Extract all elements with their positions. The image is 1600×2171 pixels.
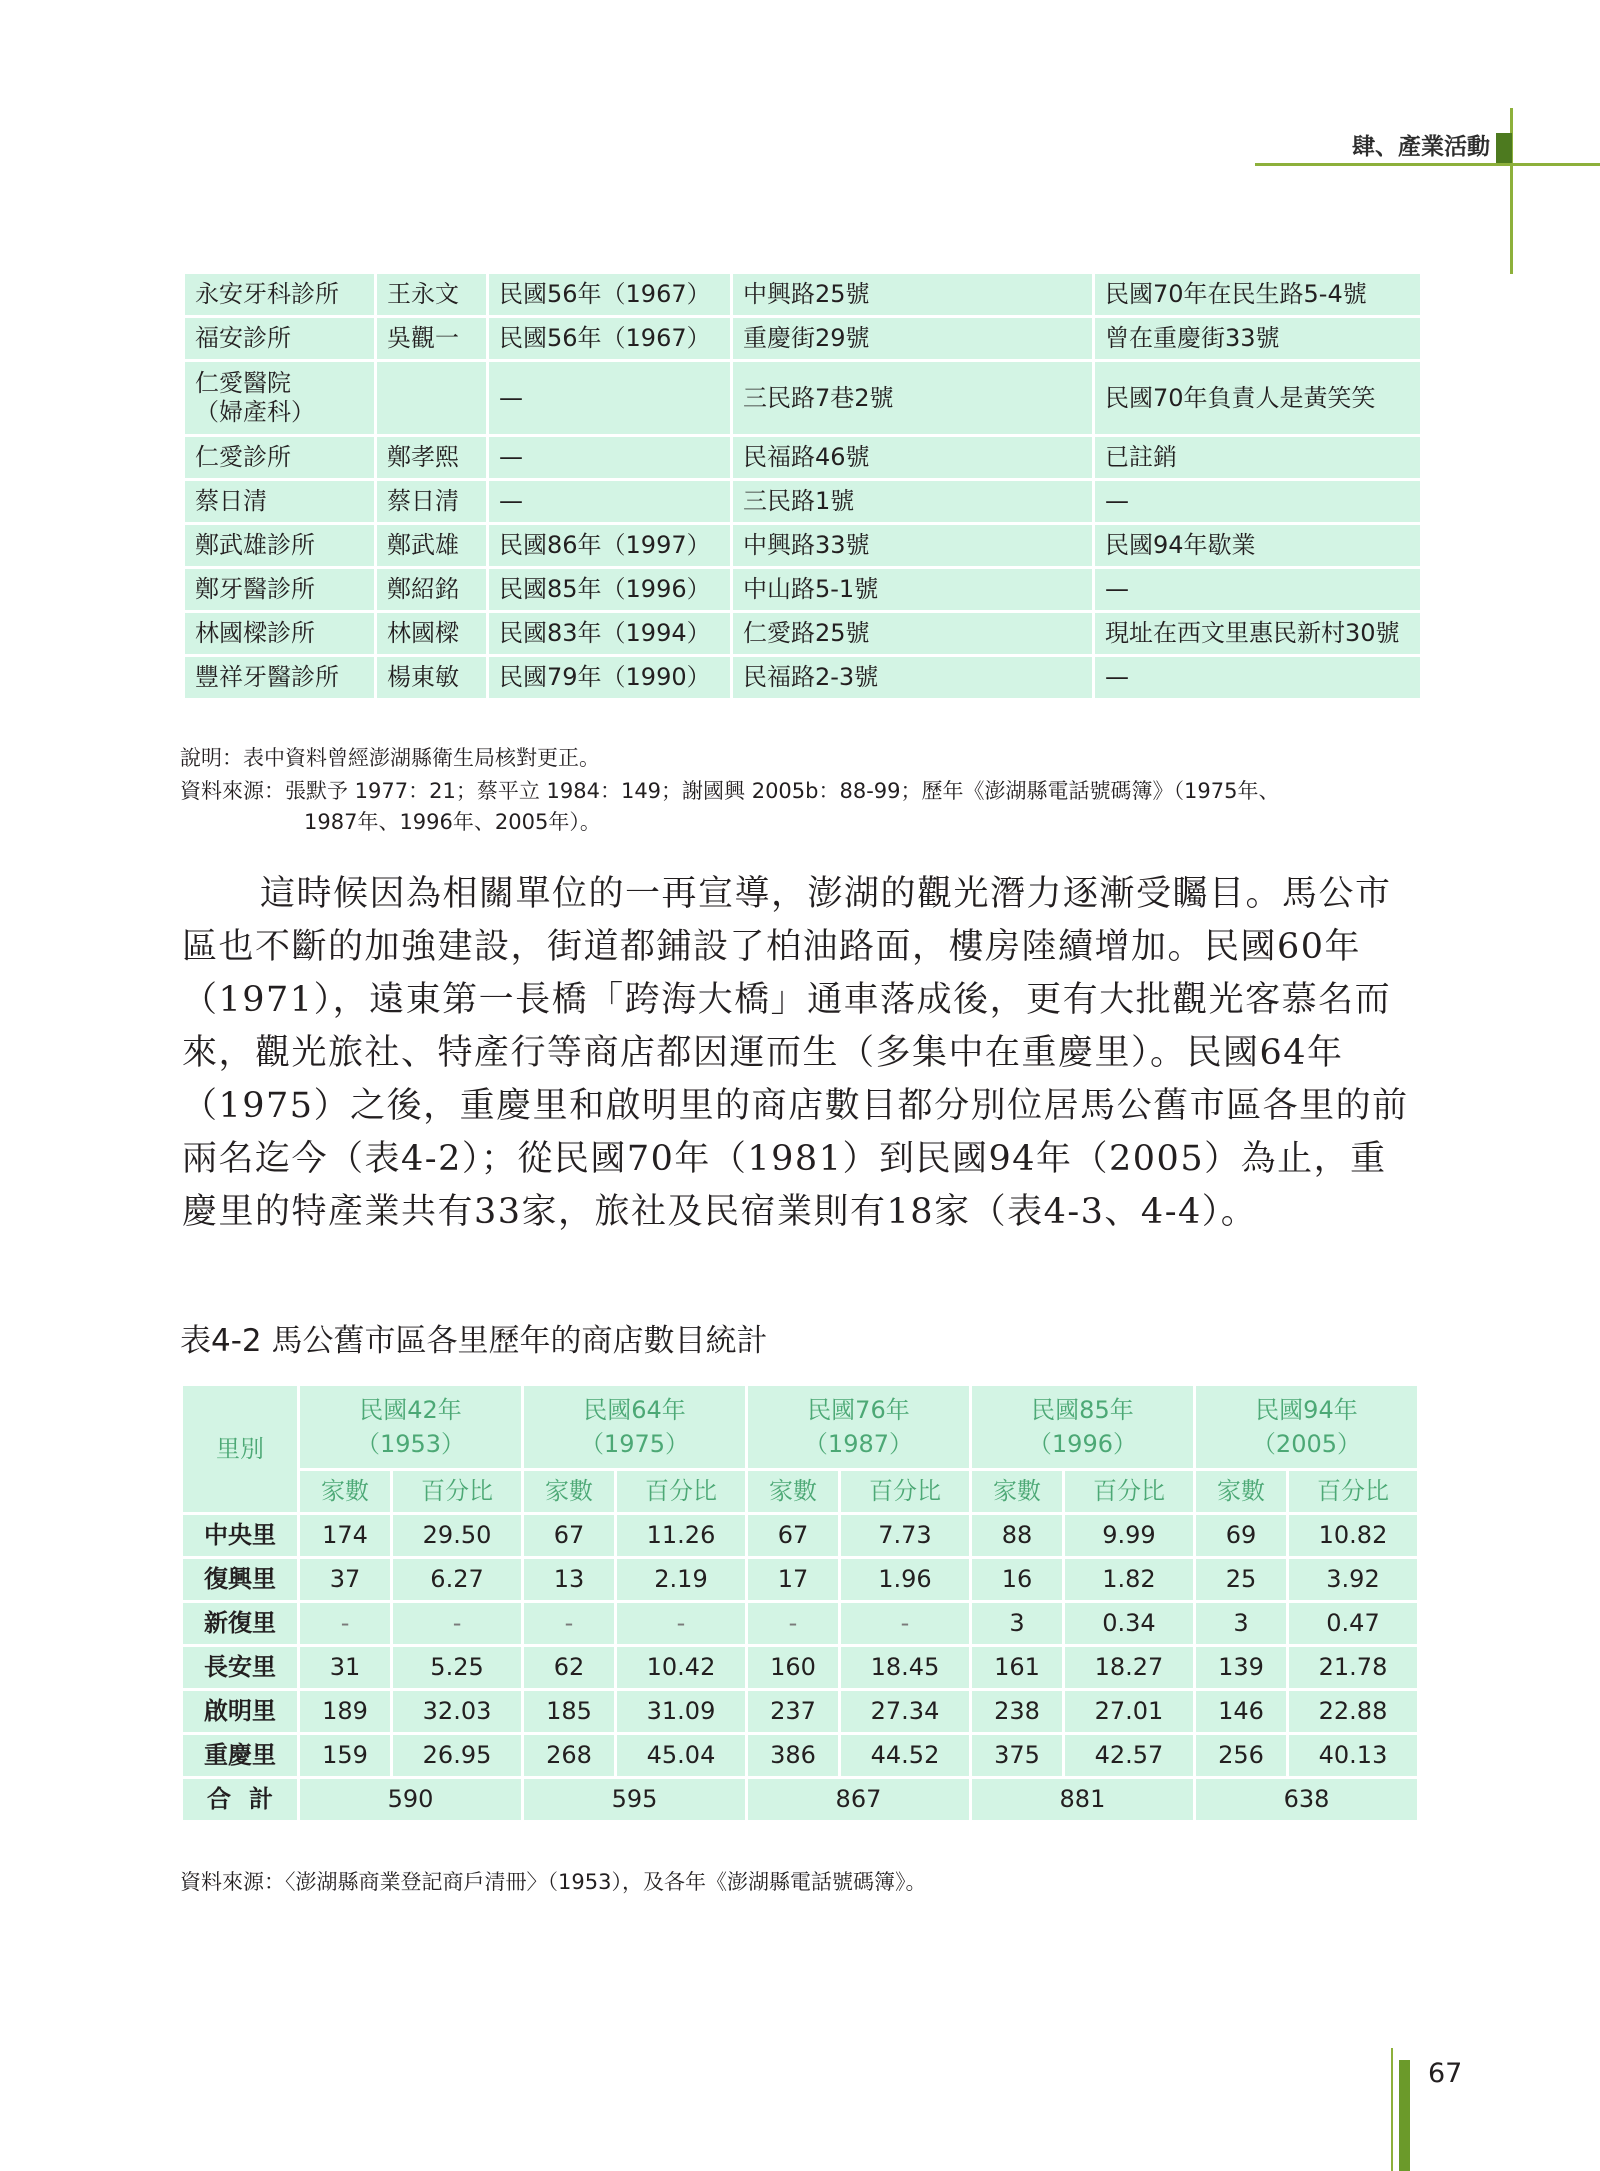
count-cell: 67 (522, 1514, 615, 1558)
count-header-cell: 家數 (970, 1470, 1063, 1514)
year-sub-label: （1996） (1027, 1430, 1137, 1458)
remark-cell: — (1094, 480, 1422, 524)
opened-cell: 民國86年（1997） (488, 524, 732, 568)
address-cell: 三民路7巷2號 (732, 361, 1094, 436)
count-cell: 31 (299, 1646, 392, 1690)
year-sub-label: （1987） (803, 1430, 913, 1458)
count-cell: 3 (970, 1602, 1063, 1646)
count-cell: 174 (299, 1514, 392, 1558)
pct-cell: - (392, 1602, 523, 1646)
pct-header-cell: 百分比 (392, 1470, 523, 1514)
pct-cell: 22.88 (1288, 1690, 1419, 1734)
owner-cell: 楊東敏 (376, 656, 488, 700)
year-label: 民國64年 (583, 1396, 686, 1424)
opened-cell: — (488, 361, 732, 436)
count-cell: 386 (746, 1734, 839, 1778)
total-value-cell: 881 (970, 1778, 1194, 1822)
total-value-cell: 595 (522, 1778, 746, 1822)
count-cell: 13 (522, 1558, 615, 1602)
clinic-name-cell: 永安牙科診所 (184, 273, 376, 317)
clinic-row (184, 524, 1422, 568)
clinic-table (182, 271, 1423, 701)
table-row (182, 1646, 1419, 1690)
year-header-cell (1194, 1385, 1418, 1470)
clinic-name-cell: 蔡日清 (184, 480, 376, 524)
pct-cell: 31.09 (616, 1690, 747, 1734)
header-accent-block (1496, 133, 1512, 163)
opened-cell: 民國85年（1996） (488, 568, 732, 612)
area-name-cell: 重慶里 (182, 1734, 299, 1778)
area-name-cell: 中央里 (182, 1514, 299, 1558)
year-sub-label: （1975） (579, 1430, 690, 1458)
owner-cell: 蔡日清 (376, 480, 488, 524)
pct-cell: 40.13 (1288, 1734, 1419, 1778)
area-name-cell: 啟明里 (182, 1690, 299, 1734)
area-header-cell: 里別 (182, 1385, 299, 1514)
pct-cell: 10.42 (616, 1646, 747, 1690)
clinic-name-cell: 鄭武雄診所 (184, 524, 376, 568)
sub-header-row (182, 1470, 1419, 1514)
area-name-cell: 長安里 (182, 1646, 299, 1690)
year-sub-label: （1953） (355, 1430, 466, 1458)
remark-cell: — (1094, 568, 1422, 612)
count-cell: 67 (746, 1514, 839, 1558)
count-header-cell: 家數 (299, 1470, 392, 1514)
clinic-name-cell: 林國樑診所 (184, 612, 376, 656)
pct-cell: 0.34 (1064, 1602, 1195, 1646)
total-value-cell: 590 (299, 1778, 523, 1822)
year-header-cell (746, 1385, 970, 1470)
pct-cell: 44.52 (840, 1734, 971, 1778)
count-cell: 237 (746, 1690, 839, 1734)
year-sub-label: （2005） (1251, 1430, 1361, 1458)
table-row (182, 1514, 1419, 1558)
count-cell: 375 (970, 1734, 1063, 1778)
opened-cell: — (488, 436, 732, 480)
count-cell: 161 (970, 1646, 1063, 1690)
clinic-row (184, 568, 1422, 612)
pct-cell: 10.82 (1288, 1514, 1419, 1558)
clinic-source-line-1: 資料來源：張默予 1977：21；蔡平立 1984：149；謝國興 2005b：88-99；歷年《澎湖縣電話號碼簿》（1975年、 (180, 779, 1280, 803)
table-row (182, 1602, 1419, 1646)
address-cell: 民福路46號 (732, 436, 1094, 480)
table-title: 表4-2 馬公舊市區各里歷年的商店數目統計 (180, 1323, 768, 1359)
pct-cell: 42.57 (1064, 1734, 1195, 1778)
owner-cell: 王永文 (376, 273, 488, 317)
pct-cell: 2.19 (616, 1558, 747, 1602)
opened-cell: — (488, 480, 732, 524)
year-label: 民國42年 (359, 1396, 462, 1424)
clinic-row (184, 317, 1422, 361)
table-row (182, 1734, 1419, 1778)
count-cell: - (299, 1602, 392, 1646)
count-header-cell: 家數 (1194, 1470, 1287, 1514)
footer-vertical-line (1391, 2048, 1393, 2171)
pct-cell: 5.25 (392, 1646, 523, 1690)
body-paragraph: 這時候因為相關單位的一再宣導，澎湖的觀光潛力逐漸受矚目。馬公市區也不斷的加強建設，街道都鋪設了柏油路面，樓房陸續增加。民國60年（1971），遠東第一長橋「跨海大橋」通車落成後，更有大批觀光客慕名而來，觀光旅社、特產行等商店都因運而生（多集中在重慶里）。民國64年（1975）之後，重慶里和啟明里的商店數目都分別位居馬公舊市區各里的前兩名迄今（表4-2）；從民國70年（1981）到民國94年（2005）為止，重慶里的特產業共有33家，旅社及民宿業則有18家（表4-3、4-4）。 (182, 874, 1409, 1232)
clinic-table-note: 說明：表中資料曾經澎湖縣衛生局核對更正。 (180, 746, 600, 770)
pct-header-cell: 百分比 (1288, 1470, 1419, 1514)
count-cell: 139 (1194, 1646, 1287, 1690)
count-cell: 16 (970, 1558, 1063, 1602)
remark-cell: 曾在重慶街33號 (1094, 317, 1422, 361)
pct-header-cell: 百分比 (616, 1470, 747, 1514)
clinic-name-cell: 福安診所 (184, 317, 376, 361)
pct-cell: - (840, 1602, 971, 1646)
opened-cell: 民國83年（1994） (488, 612, 732, 656)
remark-cell: 民國94年歇業 (1094, 524, 1422, 568)
total-row (182, 1778, 1419, 1822)
count-cell: 238 (970, 1690, 1063, 1734)
count-cell: 17 (746, 1558, 839, 1602)
owner-cell: 吳觀一 (376, 317, 488, 361)
address-cell: 重慶街29號 (732, 317, 1094, 361)
count-cell: 185 (522, 1690, 615, 1734)
clinic-table-source (180, 776, 1430, 838)
address-cell: 民福路2-3號 (732, 656, 1094, 700)
pct-cell: 1.96 (840, 1558, 971, 1602)
pct-cell: 18.45 (840, 1646, 971, 1690)
year-header-cell (970, 1385, 1194, 1470)
year-label: 民國85年 (1031, 1396, 1134, 1424)
pct-cell: 45.04 (616, 1734, 747, 1778)
pct-cell: 9.99 (1064, 1514, 1195, 1558)
address-cell: 中興路33號 (732, 524, 1094, 568)
total-value-cell: 867 (746, 1778, 970, 1822)
table-row (182, 1558, 1419, 1602)
count-cell: 159 (299, 1734, 392, 1778)
page-number: 67 (1428, 2058, 1463, 2089)
owner-cell: 鄭孝熙 (376, 436, 488, 480)
pct-cell: 6.27 (392, 1558, 523, 1602)
pct-header-cell: 百分比 (1064, 1470, 1195, 1514)
count-header-cell: 家數 (746, 1470, 839, 1514)
pct-cell: 29.50 (392, 1514, 523, 1558)
count-cell: 3 (1194, 1602, 1287, 1646)
clinic-row (184, 480, 1422, 524)
address-cell: 中山路5-1號 (732, 568, 1094, 612)
count-cell: - (522, 1602, 615, 1646)
owner-cell: 林國樑 (376, 612, 488, 656)
opened-cell: 民國56年（1967） (488, 317, 732, 361)
remark-cell: 現址在西文里惠民新村30號 (1094, 612, 1422, 656)
pct-cell: 0.47 (1288, 1602, 1419, 1646)
pct-cell: 32.03 (392, 1690, 523, 1734)
clinic-row (184, 612, 1422, 656)
remark-cell: — (1094, 656, 1422, 700)
pct-cell: 18.27 (1064, 1646, 1195, 1690)
count-cell: - (746, 1602, 839, 1646)
pct-cell: 7.73 (840, 1514, 971, 1558)
remark-cell: 民國70年負責人是黃笑笑 (1094, 361, 1422, 436)
year-header-cell (299, 1385, 523, 1470)
pct-cell: 3.92 (1288, 1558, 1419, 1602)
pct-cell: 27.34 (840, 1690, 971, 1734)
clinic-row (184, 656, 1422, 700)
opened-cell: 民國79年（1990） (488, 656, 732, 700)
clinic-row (184, 361, 1422, 436)
count-cell: 256 (1194, 1734, 1287, 1778)
pct-cell: 11.26 (616, 1514, 747, 1558)
pct-cell: 1.82 (1064, 1558, 1195, 1602)
clinic-row (184, 436, 1422, 480)
header-rule (1255, 163, 1600, 166)
clinic-source-line-2: 1987年、1996年、2005年）。 (304, 810, 601, 834)
clinic-name-cell: 豐祥牙醫診所 (184, 656, 376, 700)
clinic-name-cell: 仁愛診所 (184, 436, 376, 480)
count-cell: 88 (970, 1514, 1063, 1558)
clinic-row (184, 273, 1422, 317)
year-label: 民國94年 (1255, 1396, 1358, 1424)
count-header-cell: 家數 (522, 1470, 615, 1514)
count-cell: 37 (299, 1558, 392, 1602)
address-cell: 中興路25號 (732, 273, 1094, 317)
total-label-cell: 合計 (182, 1778, 299, 1822)
chapter-title: 肆、產業活動 (1352, 133, 1490, 160)
pct-header-cell: 百分比 (840, 1470, 971, 1514)
address-cell: 三民路1號 (732, 480, 1094, 524)
count-cell: 160 (746, 1646, 839, 1690)
clinic-name-cell: 仁愛醫院 （婦產科） (184, 361, 376, 436)
owner-cell: 鄭紹銘 (376, 568, 488, 612)
owner-cell: 鄭武雄 (376, 524, 488, 568)
count-cell: 146 (1194, 1690, 1287, 1734)
count-cell: 25 (1194, 1558, 1287, 1602)
footer-accent-bar (1399, 2060, 1410, 2171)
count-cell: 268 (522, 1734, 615, 1778)
year-header-cell (522, 1385, 746, 1470)
pct-cell: 21.78 (1288, 1646, 1419, 1690)
count-cell: 69 (1194, 1514, 1287, 1558)
remark-cell: 民國70年在民生路5-4號 (1094, 273, 1422, 317)
year-label: 民國76年 (807, 1396, 910, 1424)
shop-count-table (180, 1383, 1420, 1823)
area-name-cell: 復興里 (182, 1558, 299, 1602)
count-cell: 62 (522, 1646, 615, 1690)
pct-cell: - (616, 1602, 747, 1646)
shop-table-source: 資料來源：〈澎湖縣商業登記商戶清冊〉（1953），及各年《澎湖縣電話號碼簿》。 (180, 1870, 927, 1894)
area-name-cell: 新復里 (182, 1602, 299, 1646)
year-header-row (182, 1385, 1419, 1470)
table-row (182, 1690, 1419, 1734)
opened-cell: 民國56年（1967） (488, 273, 732, 317)
total-value-cell: 638 (1194, 1778, 1418, 1822)
pct-cell: 27.01 (1064, 1690, 1195, 1734)
count-cell: 189 (299, 1690, 392, 1734)
owner-cell (376, 361, 488, 436)
remark-cell: 已註銷 (1094, 436, 1422, 480)
pct-cell: 26.95 (392, 1734, 523, 1778)
address-cell: 仁愛路25號 (732, 612, 1094, 656)
clinic-name-cell: 鄭牙醫診所 (184, 568, 376, 612)
